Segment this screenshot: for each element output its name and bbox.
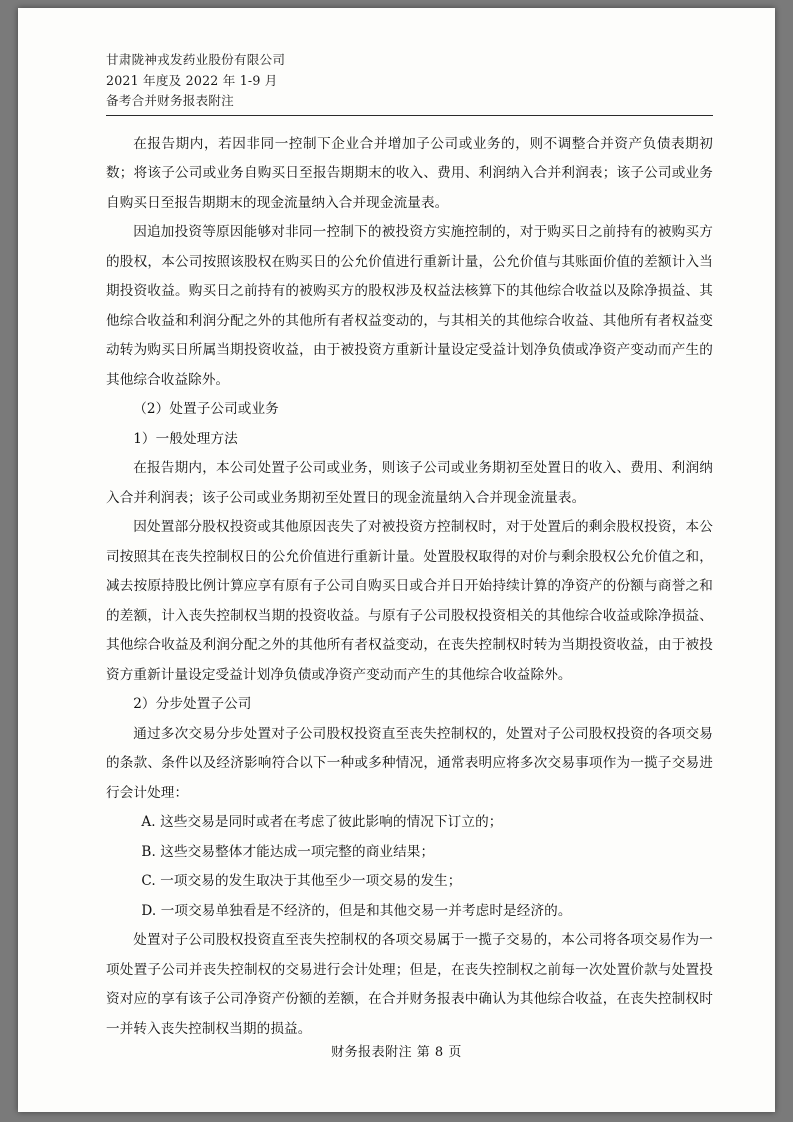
paragraph: 处置对子公司股权投资直至丧失控制权的各项交易属于一揽子交易的，本公司将各项交易作为一项处置子公司并丧失控制权的交易进行会计处理；但是，在丧失控制权之前每一次处置价款与处置投资对应的享有该子公司净资产份额的差额，在合并财务报表中确认为其他综合收益，在丧失控制权时一并转入丧失控制权当期的损益。 [106,932,713,1037]
list-item: D. 一项交易单独看是不经济的，但是和其他交易一并考虑时是经济的。 [141,902,572,919]
header-period: 2021 年度及 2022 年 1-9 月 [106,72,278,88]
subsection-heading: 1）一般处理方法 [133,430,238,447]
header-doc-type: 备考合并财务报表附注 [106,93,234,108]
document-page [18,8,775,1112]
header-company: 甘肃陇神戎发药业股份有限公司 [106,52,286,67]
page-footer: 财务报表附注 第 8 页 [331,1045,462,1060]
paragraph: 在报告期内，若因非同一控制下企业合并增加子公司或业务的，则不调整合并资产负债表期初数；将该子公司或业务自购买日至报告期期末的收入、费用、利润纳入合并利润表；该子公司或业务自购买日至报告期期末的现金流量纳入合并现金流量表。 [106,135,713,211]
page-header [106,50,713,112]
section-heading: （2）处置子公司或业务 [133,401,279,417]
document-body [106,130,713,1045]
paragraph: 因处置部分股权投资或其他原因丧失了对被投资方控制权时，对于处置后的剩余股权投资，本公司按照其在丧失控制权日的公允价值进行重新计量。处置股权取得的对价与剩余股权公允价值之和，减去按原持股比例计算应享有原有子公司自购买日或合并日开始持续计算的净资产的份额与商誉之和的差额，计入丧失控制权当期的投资收益。与原有子公司股权投资相关的其他综合收益或除净损益、其他综合收益及利润分配之外的其他所有者权益变动，在丧失控制权时转为当期投资收益，由于被投资方重新计量设定受益计划净负债或净资产变动而产生的其他综合收益除外。 [106,519,713,683]
subsection-heading: 2）分步处置子公司 [133,696,252,712]
list-item: A. 这些交易是同时或者在考虑了彼此影响的情况下订立的； [141,814,503,830]
paragraph: 在报告期内，本公司处置子公司或业务，则该子公司或业务期初至处置日的收入、费用、利润纳入合并利润表；该子公司或业务期初至处置日的现金流量纳入合并现金流量表。 [106,460,713,506]
paragraph: 因追加投资等原因能够对非同一控制下的被投资方实施控制的，对于购买日之前持有的被购买方的股权，本公司按照该股权在购买日的公允价值进行重新计量，公允价值与其账面价值的差额计入当期投资收益。购买日之前持有的被购买方的股权涉及权益法核算下的其他综合收益以及除净损益、其他综合收益和利润分配之外的其他所有者权益变动的，与其相关的其他综合收益、其他所有者权益变动转为购买日所属当期投资收益，由于被投资方重新计量设定受益计划净负债或净资产变动而产生的其他综合收益除外。 [106,224,713,388]
header-divider [106,115,713,116]
paragraph: 通过多次交易分步处置对子公司股权投资直至丧失控制权的，处置对子公司股权投资的各项交易的条款、条件以及经济影响符合以下一种或多种情况，通常表明应将多次交易事项作为一揽子交易进行会计处理： [106,725,713,801]
list-item: B. 这些交易整体才能达成一项完整的商业结果； [141,843,435,860]
list-item: C. 一项交易的发生取决于其他至少一项交易的发生； [141,873,462,889]
